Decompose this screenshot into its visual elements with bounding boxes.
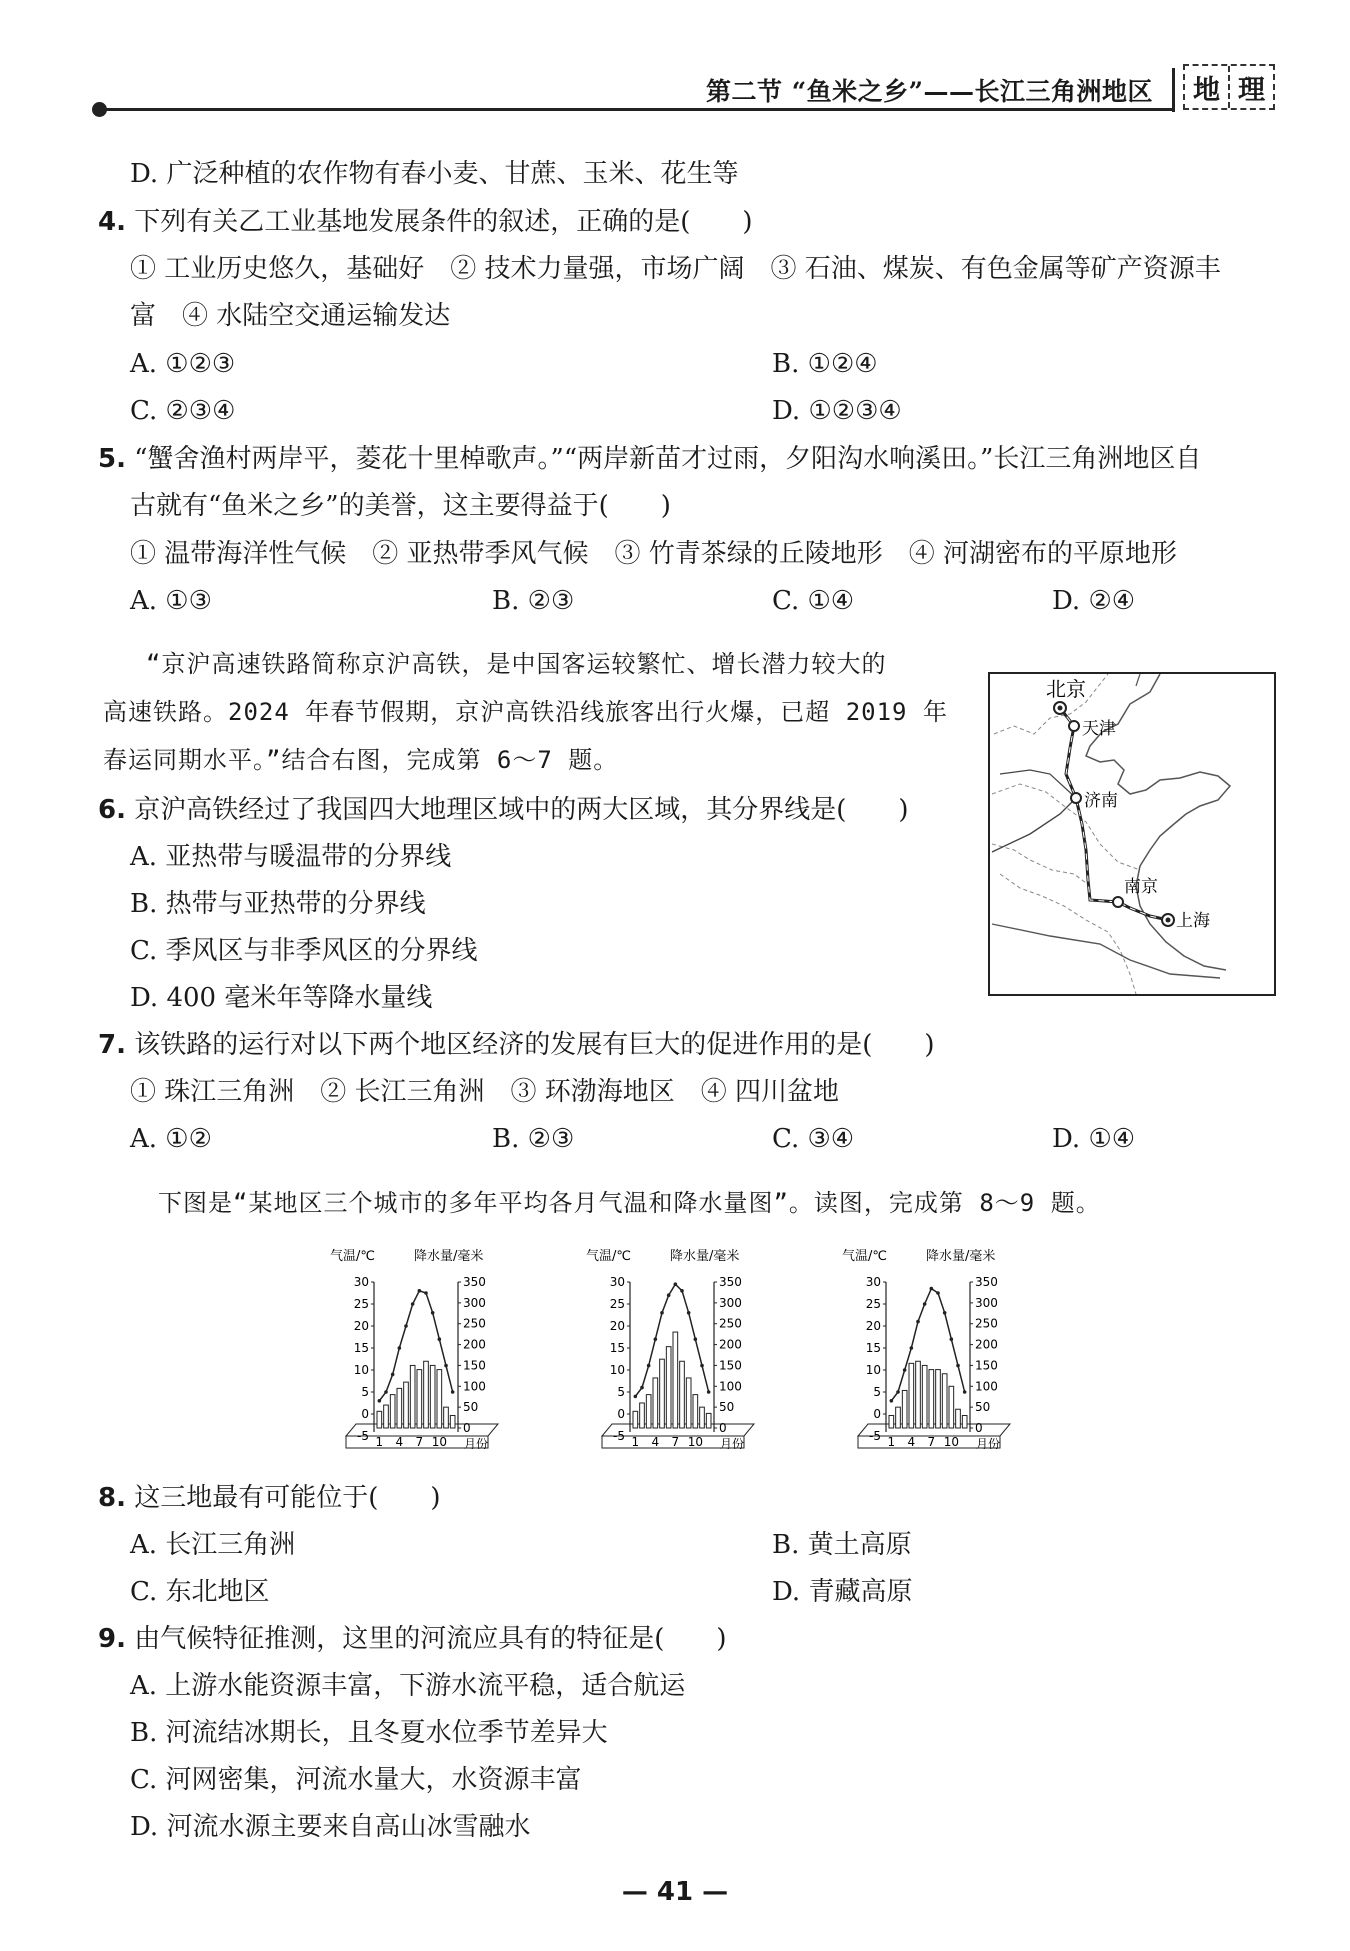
right-tick-label: 100 bbox=[719, 1379, 742, 1394]
q5-stem-1: “蟹舍渔村两岸平，菱花十里棹歌声。”“两岸新苗才过雨，夕阳沟水响溪田。”长江三角洲地区自 bbox=[134, 444, 1202, 474]
left-tick-label: 30 bbox=[609, 1275, 625, 1289]
axis-label-temperature: 气温/℃ bbox=[330, 1249, 375, 1264]
precipitation-bar bbox=[706, 1413, 711, 1428]
q7-stem: 该铁路的运行对以下两个地区经济的发展有巨大的促进作用的是( ) bbox=[134, 1030, 935, 1060]
x-tick-label: 1 bbox=[631, 1435, 640, 1449]
right-tick-label: 250 bbox=[975, 1316, 998, 1331]
q4-stem-line bbox=[98, 204, 753, 240]
right-tick-label: 350 bbox=[975, 1275, 998, 1289]
q9-option-b[interactable]: B. 河流结冰期长，且冬夏水位季节差异大 bbox=[130, 1718, 608, 1748]
subject-char-1: 地 bbox=[1193, 74, 1220, 106]
precipitation-bar bbox=[686, 1378, 691, 1428]
subject-badge bbox=[1183, 64, 1275, 110]
x-tick-label: 10 bbox=[687, 1435, 703, 1449]
precipitation-bar bbox=[430, 1365, 435, 1428]
left-tick-label: -5 bbox=[869, 1429, 881, 1443]
q4-option-c[interactable]: C. ②③④ bbox=[130, 396, 236, 426]
left-tick-label: 25 bbox=[353, 1297, 369, 1311]
climate-chart-2 bbox=[586, 1246, 776, 1466]
temperature-point bbox=[916, 1320, 920, 1324]
right-tick-label: 150 bbox=[975, 1358, 998, 1373]
q7-items: ① 珠江三角洲 ② 长江三角洲 ③ 环渤海地区 ④ 四川盆地 bbox=[130, 1077, 840, 1107]
q4-option-b[interactable]: B. ①②④ bbox=[772, 349, 878, 379]
label-beijing: 北京 bbox=[1046, 677, 1086, 701]
left-tick-label: 10 bbox=[353, 1363, 369, 1377]
temperature-point bbox=[660, 1311, 664, 1315]
right-tick-label: 350 bbox=[463, 1275, 486, 1289]
left-tick-label: 20 bbox=[609, 1319, 625, 1333]
rail-map bbox=[988, 672, 1276, 996]
q8-option-a[interactable]: A. 长江三角洲 bbox=[130, 1530, 296, 1560]
province-boundary-3 bbox=[1000, 874, 1136, 994]
axis-label-temperature: 气温/℃ bbox=[586, 1249, 631, 1264]
city-dot-shanghai bbox=[1166, 918, 1171, 923]
temperature-point bbox=[903, 1368, 907, 1372]
subject-char-2: 理 bbox=[1228, 66, 1273, 108]
temperature-point bbox=[936, 1291, 940, 1295]
q8-number: 8. bbox=[98, 1483, 126, 1513]
x-tick-label: 4 bbox=[395, 1435, 404, 1449]
temperature-point bbox=[384, 1390, 388, 1394]
q7-stem-line bbox=[98, 1027, 935, 1063]
right-tick-label: 50 bbox=[463, 1400, 479, 1415]
precipitation-bar bbox=[889, 1415, 894, 1428]
q5-number: 5. bbox=[98, 444, 126, 474]
header-rule bbox=[100, 108, 1175, 111]
q6-option-c[interactable]: C. 季风区与非季风区的分界线 bbox=[130, 936, 478, 966]
left-tick-label: 10 bbox=[865, 1363, 881, 1377]
temperature-point bbox=[687, 1311, 691, 1315]
right-tick-label: 150 bbox=[719, 1358, 742, 1373]
left-tick-label: 15 bbox=[609, 1341, 625, 1355]
city-marker-tianjin bbox=[1069, 721, 1079, 731]
city-dot-beijing bbox=[1058, 706, 1063, 711]
left-tick-label: 0 bbox=[617, 1407, 625, 1421]
right-tick-label: 250 bbox=[719, 1316, 742, 1331]
q8-option-b[interactable]: B. 黄土高原 bbox=[772, 1530, 912, 1560]
passage1-line1: “京沪高速铁路简称京沪高铁，是中国客运较繁忙、增长潜力较大的 bbox=[146, 650, 887, 678]
q9-option-a[interactable]: A. 上游水能资源丰富，下游水流平稳，适合航运 bbox=[130, 1671, 686, 1701]
temperature-point bbox=[890, 1399, 894, 1403]
temperature-point bbox=[700, 1364, 704, 1368]
left-tick-label: 0 bbox=[873, 1407, 881, 1421]
x-axis-label: 月份 bbox=[464, 1437, 489, 1451]
temperature-point bbox=[950, 1337, 954, 1341]
temperature-point bbox=[451, 1390, 455, 1394]
axis-label-precipitation: 降水量/毫米 bbox=[670, 1249, 740, 1264]
right-tick-label: 350 bbox=[719, 1275, 742, 1289]
left-tick-label: 5 bbox=[617, 1385, 625, 1399]
q6-number: 6. bbox=[98, 795, 126, 825]
precipitation-bar bbox=[377, 1411, 382, 1428]
label-nanjing: 南京 bbox=[1124, 877, 1158, 897]
coast-north bbox=[1136, 674, 1140, 686]
precipitation-bar bbox=[653, 1378, 658, 1428]
city-marker-jinan bbox=[1071, 793, 1081, 803]
q5-items: ① 温带海洋性气候 ② 亚热带季风气候 ③ 竹青茶绿的丘陵地形 ④ 河湖密布的平原地形 bbox=[130, 539, 1178, 569]
temperature-line bbox=[891, 1289, 964, 1401]
temperature-point bbox=[391, 1373, 395, 1377]
precipitation-bar bbox=[660, 1359, 665, 1428]
right-tick-label: 50 bbox=[719, 1400, 735, 1415]
temperature-point bbox=[896, 1390, 900, 1394]
q7-option-c[interactable]: C. ③④ bbox=[772, 1124, 855, 1154]
temperature-point bbox=[404, 1324, 408, 1328]
climate-chart-3 bbox=[842, 1246, 1032, 1466]
section-title: 第二节 “鱼米之乡”——长江三角洲地区 bbox=[706, 77, 1153, 106]
right-tick-label: 200 bbox=[463, 1337, 486, 1352]
header-divider bbox=[1172, 68, 1175, 112]
x-tick-label: 10 bbox=[431, 1435, 447, 1449]
precipitation-bar bbox=[949, 1386, 954, 1428]
precipitation-bar bbox=[404, 1382, 409, 1428]
label-tianjin: 天津 bbox=[1082, 719, 1116, 739]
temperature-point bbox=[418, 1289, 422, 1293]
right-tick-label: 150 bbox=[463, 1358, 486, 1373]
q4-option-d[interactable]: D. ①②③④ bbox=[772, 396, 902, 426]
temperature-point bbox=[680, 1289, 684, 1293]
temperature-point bbox=[647, 1364, 651, 1368]
q4-items-line1: ① 工业历史悠久，基础好 ② 技术力量强，市场广阔 ③ 石油、煤炭、有色金属等矿产资源丰 bbox=[130, 254, 1221, 284]
precipitation-bar bbox=[450, 1415, 455, 1428]
temperature-point bbox=[943, 1311, 947, 1315]
temperature-point bbox=[398, 1346, 402, 1350]
precipitation-bar bbox=[384, 1405, 389, 1428]
temperature-point bbox=[378, 1399, 382, 1403]
q9-option-c[interactable]: C. 河网密集，河流水量大，水资源丰富 bbox=[130, 1765, 582, 1795]
q5-stem-line1 bbox=[98, 441, 1201, 477]
left-tick-label: -5 bbox=[613, 1429, 625, 1443]
right-tick-label: 0 bbox=[719, 1421, 727, 1435]
q6-stem-line bbox=[98, 792, 909, 828]
q7-option-d[interactable]: D. ①④ bbox=[1052, 1124, 1136, 1154]
right-tick-label: 300 bbox=[463, 1295, 486, 1310]
precipitation-bar bbox=[444, 1407, 449, 1428]
x-axis-label: 月份 bbox=[976, 1437, 1001, 1451]
q6-option-a[interactable]: A. 亚热带与暖温带的分界线 bbox=[130, 842, 452, 872]
yangtze-river bbox=[992, 924, 1220, 978]
q5-stem-line2: 古就有“鱼米之乡”的美誉，这主要得益于( ) bbox=[130, 491, 671, 521]
x-axis-label: 月份 bbox=[720, 1437, 745, 1451]
left-tick-label: 5 bbox=[361, 1385, 369, 1399]
right-tick-label: 200 bbox=[719, 1337, 742, 1352]
passage2: 下图是“某地区三个城市的多年平均各月气温和降水量图”。读图，完成第 8～9 题。 bbox=[158, 1189, 1101, 1217]
x-tick-label: 4 bbox=[907, 1435, 916, 1449]
temperature-point bbox=[930, 1287, 934, 1291]
x-tick-label: 7 bbox=[671, 1435, 680, 1449]
x-tick-label: 7 bbox=[415, 1435, 424, 1449]
temperature-point bbox=[707, 1390, 711, 1394]
q6-stem: 京沪高铁经过了我国四大地理区域中的两大区域，其分界线是( ) bbox=[134, 795, 909, 825]
left-tick-label: -5 bbox=[357, 1429, 369, 1443]
q6-option-d[interactable]: D. 400 毫米年等降水量线 bbox=[130, 983, 433, 1013]
temperature-point bbox=[956, 1364, 960, 1368]
left-tick-label: 20 bbox=[353, 1319, 369, 1333]
precipitation-bar bbox=[437, 1370, 442, 1428]
q4-items-line2: 富 ④ 水陆空交通运输发达 bbox=[130, 301, 451, 331]
q7-option-b[interactable]: B. ②③ bbox=[492, 1124, 575, 1154]
province-boundary-4 bbox=[992, 844, 1090, 886]
left-tick-label: 15 bbox=[865, 1341, 881, 1355]
precipitation-bar bbox=[640, 1403, 645, 1428]
q4-stem: 下列有关乙工业基地发展条件的叙述，正确的是( ) bbox=[134, 207, 753, 237]
precipitation-bar bbox=[673, 1332, 678, 1428]
precipitation-bar bbox=[902, 1390, 907, 1428]
right-tick-label: 250 bbox=[463, 1316, 486, 1331]
passage1-line3: 春运同期水平。”结合右图，完成第 6～7 题。 bbox=[103, 746, 619, 774]
page-number: — 41 — bbox=[621, 1877, 729, 1907]
label-shanghai: 上海 bbox=[1176, 911, 1210, 931]
x-tick-label: 7 bbox=[927, 1435, 936, 1449]
temperature-point bbox=[694, 1337, 698, 1341]
q9-stem-line bbox=[98, 1621, 727, 1657]
right-tick-label: 300 bbox=[975, 1295, 998, 1310]
precipitation-bar bbox=[942, 1374, 947, 1428]
city-marker-nanjing bbox=[1113, 897, 1123, 907]
precipitation-bar bbox=[633, 1411, 638, 1428]
left-tick-label: 30 bbox=[865, 1275, 881, 1289]
precipitation-bar bbox=[693, 1395, 698, 1428]
left-tick-label: 0 bbox=[361, 1407, 369, 1421]
q5-option-b[interactable]: B. ②③ bbox=[492, 586, 575, 616]
right-tick-label: 0 bbox=[463, 1421, 471, 1435]
precipitation-bar bbox=[390, 1395, 395, 1428]
x-tick-label: 4 bbox=[651, 1435, 660, 1449]
right-tick-label: 300 bbox=[719, 1295, 742, 1310]
temperature-point bbox=[438, 1337, 442, 1341]
q8-option-c[interactable]: C. 东北地区 bbox=[130, 1577, 270, 1607]
left-tick-label: 25 bbox=[865, 1297, 881, 1311]
temperature-point bbox=[640, 1386, 644, 1390]
temperature-point bbox=[674, 1282, 678, 1286]
precipitation-bar bbox=[680, 1361, 685, 1428]
rail-map-svg bbox=[990, 674, 1274, 994]
q9-option-d[interactable]: D. 河流水源主要来自高山冰雪融水 bbox=[130, 1812, 531, 1842]
temperature-point bbox=[634, 1395, 638, 1399]
temperature-line bbox=[635, 1284, 708, 1396]
precipitation-bar bbox=[424, 1361, 429, 1428]
temperature-point bbox=[963, 1390, 967, 1394]
right-tick-label: 50 bbox=[975, 1400, 991, 1415]
right-tick-label: 100 bbox=[463, 1379, 486, 1394]
precipitation-bar bbox=[646, 1395, 651, 1428]
x-tick-label: 1 bbox=[375, 1435, 384, 1449]
precipitation-bar bbox=[909, 1363, 914, 1428]
temperature-point bbox=[424, 1291, 428, 1295]
q8-option-d[interactable]: D. 青藏高原 bbox=[772, 1577, 913, 1607]
right-tick-label: 100 bbox=[975, 1379, 998, 1394]
temperature-point bbox=[667, 1293, 671, 1297]
x-tick-label: 10 bbox=[943, 1435, 959, 1449]
q3-option-d: D. 广泛种植的农作物有春小麦、甘蔗、玉米、花生等 bbox=[130, 159, 739, 189]
left-tick-label: 10 bbox=[609, 1363, 625, 1377]
q4-number: 4. bbox=[98, 207, 126, 237]
right-tick-label: 0 bbox=[975, 1421, 983, 1435]
precipitation-bar bbox=[936, 1370, 941, 1428]
temperature-point bbox=[444, 1364, 448, 1368]
q5-option-c[interactable]: C. ①④ bbox=[772, 586, 855, 616]
left-tick-label: 15 bbox=[353, 1341, 369, 1355]
temperature-point bbox=[431, 1311, 435, 1315]
q9-number: 9. bbox=[98, 1624, 126, 1654]
precipitation-bar bbox=[929, 1370, 934, 1428]
precipitation-bar bbox=[922, 1365, 927, 1428]
axis-label-temperature: 气温/℃ bbox=[842, 1249, 887, 1264]
left-tick-label: 5 bbox=[873, 1385, 881, 1399]
left-tick-label: 30 bbox=[353, 1275, 369, 1289]
climate-chart-1 bbox=[330, 1246, 520, 1466]
q6-option-b[interactable]: B. 热带与亚热带的分界线 bbox=[130, 889, 426, 919]
temperature-point bbox=[654, 1337, 658, 1341]
precipitation-bar bbox=[962, 1415, 967, 1428]
axis-label-precipitation: 降水量/毫米 bbox=[926, 1249, 996, 1264]
precipitation-bar bbox=[896, 1407, 901, 1428]
q5-option-a[interactable]: A. ①③ bbox=[130, 586, 212, 616]
precipitation-bar bbox=[666, 1347, 671, 1428]
left-tick-label: 25 bbox=[609, 1297, 625, 1311]
q9-stem: 由气候特征推测，这里的河流应具有的特征是( ) bbox=[134, 1624, 727, 1654]
q5-option-d[interactable]: D. ②④ bbox=[1052, 586, 1136, 616]
precipitation-bar bbox=[397, 1388, 402, 1428]
precipitation-bar bbox=[700, 1407, 705, 1428]
right-tick-label: 200 bbox=[975, 1337, 998, 1352]
precipitation-bar bbox=[417, 1370, 422, 1428]
q8-stem: 这三地最有可能位于( ) bbox=[134, 1483, 441, 1513]
temperature-point bbox=[910, 1346, 914, 1350]
q7-number: 7. bbox=[98, 1030, 126, 1060]
label-jinan: 济南 bbox=[1084, 791, 1118, 811]
q7-option-a[interactable]: A. ①② bbox=[130, 1124, 212, 1154]
axis-label-precipitation: 降水量/毫米 bbox=[414, 1249, 484, 1264]
passage1-line2: 高速铁路。2024 年春节假期，京沪高铁沿线旅客出行火爆，已超 2019 年 bbox=[103, 698, 948, 726]
q4-option-a[interactable]: A. ①②③ bbox=[130, 349, 236, 379]
x-tick-label: 1 bbox=[887, 1435, 896, 1449]
q8-stem-line bbox=[98, 1480, 441, 1516]
precipitation-bar bbox=[916, 1361, 921, 1428]
precipitation-bar bbox=[410, 1365, 415, 1428]
precipitation-bar bbox=[956, 1409, 961, 1428]
temperature-point bbox=[923, 1302, 927, 1306]
left-tick-label: 20 bbox=[865, 1319, 881, 1333]
temperature-point bbox=[411, 1302, 415, 1306]
